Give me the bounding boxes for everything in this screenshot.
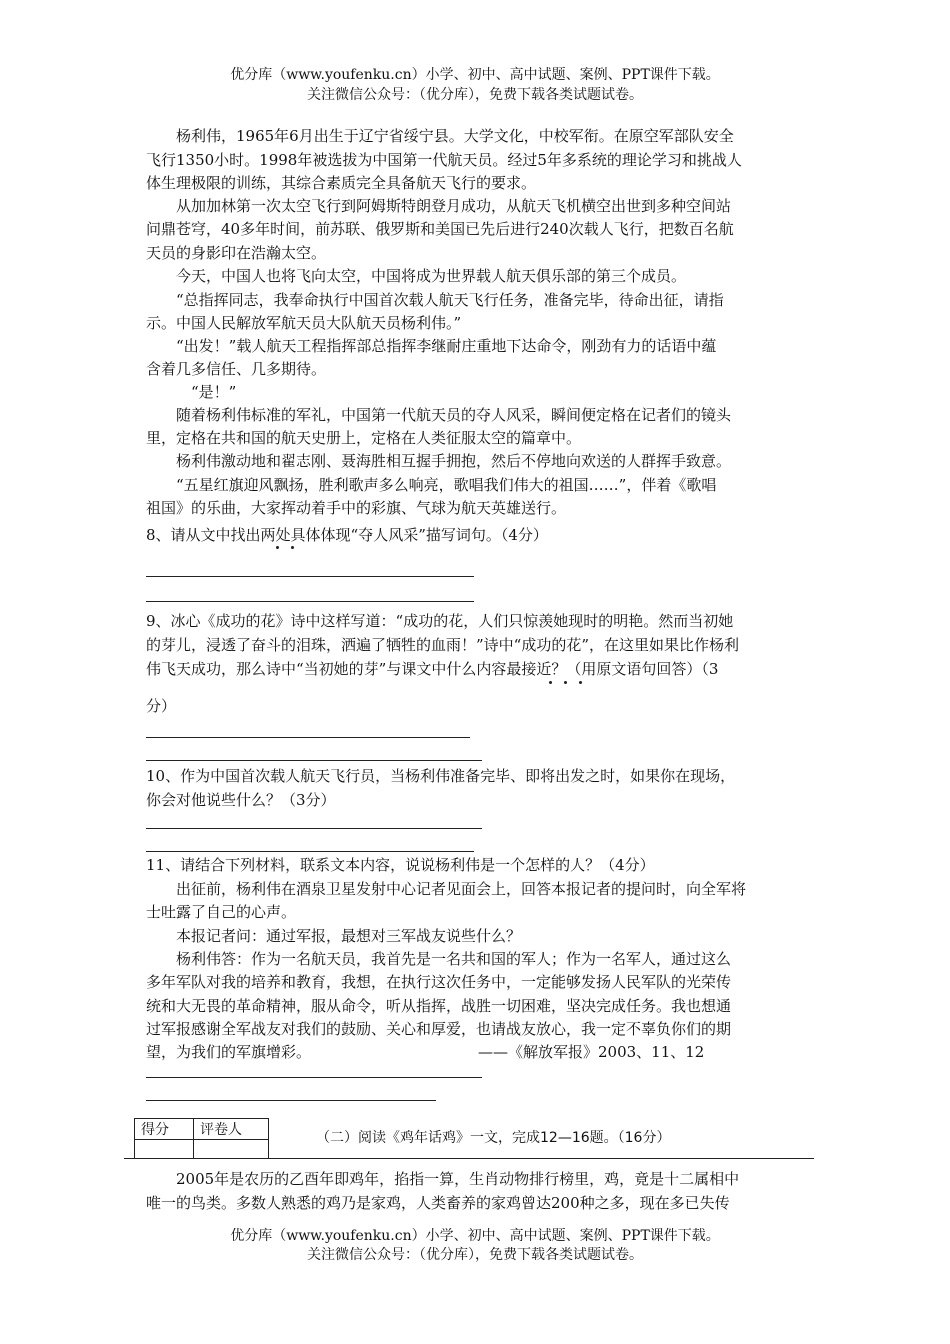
answer-line[interactable] xyxy=(146,851,474,852)
answer-line[interactable] xyxy=(146,1100,436,1101)
material-line: 多年军队对我的培养和教育，我想，在执行这次任务中，一定能够发扬人民军队的光荣传 xyxy=(146,973,732,991)
score-header: 得分 xyxy=(135,1119,194,1140)
emphasis-dot xyxy=(291,546,294,549)
passage-line: “五星红旗迎风飘扬，胜利歌声多么响亮，歌唱我们伟大的祖国……”，伴着《歌唱 xyxy=(146,476,717,494)
passage-line: 体生理极限的训练，其综合素质完全具备航天飞行的要求。 xyxy=(146,174,537,192)
passage-line: 随着杨利伟标准的军礼，中国第一代航天员的夺人风采，瞬间便定格在记者们的镜头 xyxy=(146,406,732,424)
material-line: 出征前，杨利伟在酒泉卫星发射中心记者见面会上，回答本报记者的提问时，向全军将 xyxy=(146,880,747,898)
passage-line: “出发！”载人航天工程指挥部总指挥李继耐庄重地下达命令，刚劲有力的话语中蕴 xyxy=(146,337,717,355)
passage-line: 杨利伟，1965年6月出生于辽宁省绥宁县。大学文化，中校军衔。在原空军部队安全 xyxy=(146,127,734,145)
passage-line: 杨利伟激动地和翟志刚、聂海胜相互握手拥抱，然后不停地向欢送的人群挥手致意。 xyxy=(146,452,732,470)
material-line: 过军报感谢全军战友对我们的鼓励、关心和厚爱，也请战友放心，我一定不辜负你们的期 xyxy=(146,1020,732,1038)
question-8: 8、请从文中找出两处具体体现“夺人风采”描写词句。（4分） xyxy=(146,526,548,544)
material-line: 望，为我们的军旗增彩。 xyxy=(146,1043,312,1061)
question-11: 11、请结合下列材料，联系文本内容，说说杨利伟是一个怎样的人？（4分） xyxy=(146,856,655,874)
passage-line: 天员的身影印在浩瀚太空。 xyxy=(146,244,327,262)
emphasis-dot xyxy=(564,681,567,684)
material-source: ——《解放军报》2003、11、12 xyxy=(478,1043,705,1061)
material-line: 杨利伟答：作为一名航天员，我首先是一名共和国的军人；作为一名军人，通过这么 xyxy=(146,950,732,968)
grader-cell[interactable] xyxy=(194,1140,269,1159)
section-2-line: 唯一的鸟类。多数人熟悉的鸡乃是家鸡，人类畜养的家鸡曾达200种之多，现在多已失传 xyxy=(146,1194,730,1212)
passage-line: 从加加林第一次太空飞行到阿姆斯特朗登月成功，从航天飞机横空出世到多种空间站 xyxy=(146,197,732,215)
question-9-line: 9、冰心《成功的花》诗中这样写道：“成功的花，人们只惊羡她现时的明艳。然而当初她 xyxy=(146,612,734,630)
answer-line[interactable] xyxy=(146,737,470,738)
passage-line: 示。中国人民解放军航天员大队航天员杨利伟。” xyxy=(146,314,462,332)
emphasis-dot xyxy=(579,681,582,684)
grader-header: 评卷人 xyxy=(194,1119,269,1140)
answer-line[interactable] xyxy=(146,1077,482,1078)
answer-line[interactable] xyxy=(146,828,482,829)
footer-line-1: 优分库（www.youfenku.cn）小学、初中、高中试题、案例、PPT课件下载。 xyxy=(230,1228,720,1244)
section-2-line: 2005年是农历的乙酉年即鸡年，掐指一算，生肖动物排行榜里，鸡，竟是十二属相中 xyxy=(146,1170,740,1188)
material-line: 本报记者问：通过军报，最想对三军战友说些什么？ xyxy=(146,927,522,945)
passage-line: 含着几多信任、几多期待。 xyxy=(146,360,327,378)
passage-line: “总指挥同志，我奉命执行中国首次载人航天飞行任务，准备完毕，待命出征，请指 xyxy=(146,291,724,309)
emphasis-dot xyxy=(549,681,552,684)
question-9-line: 的芽儿，浸透了奋斗的泪珠，洒遍了牺牲的血雨！”诗中“成功的花”，在这里如果比作杨利 xyxy=(146,636,740,654)
score-table xyxy=(134,1118,269,1159)
passage-line: “是！” xyxy=(146,383,237,401)
emphasis-dot xyxy=(276,546,279,549)
material-line: 统和大无畏的革命精神，服从命令，听从指挥，战胜一切困难，坚决完成任务。我也想通 xyxy=(146,997,732,1015)
section-2-title: （二）阅读《鸡年话鸡》一文，完成12—16题。（16分） xyxy=(316,1130,671,1146)
passage-line: 祖国》的乐曲，大家挥动着手中的彩旗、气球为航天英雄送行。 xyxy=(146,499,567,517)
answer-line[interactable] xyxy=(146,601,474,602)
footer-line-2: 关注微信公众号：（优分库），免费下载各类试题试卷。 xyxy=(307,1247,643,1263)
question-10-line: 你会对他说些什么？（3分） xyxy=(146,791,336,809)
question-10-line: 10、作为中国首次载人航天飞行员，当杨利伟准备完毕、即将出发之时，如果你在现场， xyxy=(146,767,736,785)
material-line: 士吐露了自己的心声。 xyxy=(146,903,297,921)
passage-line: 问鼎苍穹，40多年时间，前苏联、俄罗斯和美国已先后进行240次载人飞行，把数百名航 xyxy=(146,220,734,238)
header-line-2: 关注微信公众号：（优分库），免费下载各类试题试卷。 xyxy=(307,87,643,103)
answer-line[interactable] xyxy=(146,576,474,577)
answer-line[interactable] xyxy=(146,760,482,761)
score-cell[interactable] xyxy=(135,1140,194,1159)
passage-line: 今天，中国人也将飞向太空，中国将成为世界载人航天俱乐部的第三个成员。 xyxy=(146,267,687,285)
question-9-line: 伟飞天成功，那么诗中“当初她的芽”与课文中什么内容最接近？（用原文语句回答）（3 xyxy=(146,660,719,678)
section-divider xyxy=(124,1158,814,1159)
passage-line: 飞行1350小时。1998年被选拔为中国第一代航天员。经过5年多系统的理论学习和挑战人 xyxy=(146,151,742,169)
passage-line: 里，定格在共和国的航天史册上，定格在人类征服太空的篇章中。 xyxy=(146,429,582,447)
header-line-1: 优分库（www.youfenku.cn）小学、初中、高中试题、案例、PPT课件下载。 xyxy=(230,67,720,83)
question-9-line: 分） xyxy=(146,697,177,715)
